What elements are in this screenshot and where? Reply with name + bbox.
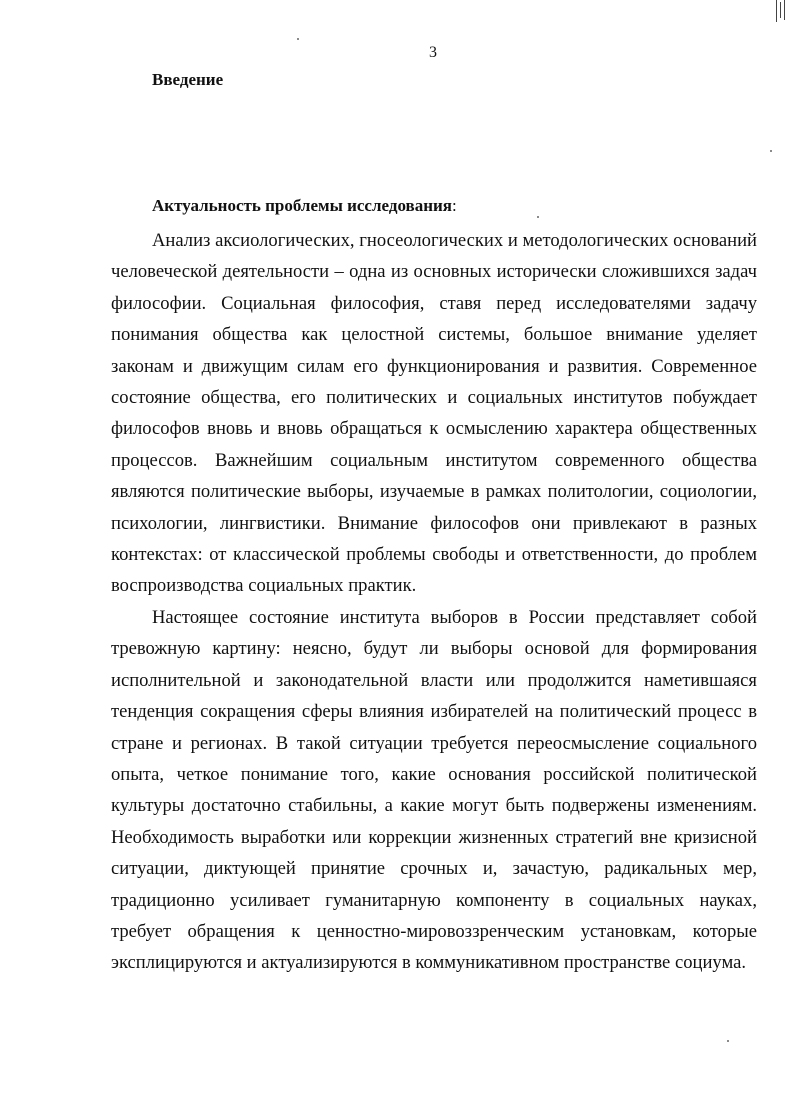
scan-speck [727, 1040, 729, 1042]
page-title: Введение [152, 70, 224, 89]
body-text [111, 225, 757, 979]
section-heading-colon: : [451, 196, 457, 215]
paragraph: Анализ аксиологических, гносеологических и методологических оснований человеческой деятельности – одна из основных исторически сложившихся задач философии. Социальная философия, ставя перед исследователями задачу понимания общества как целостной системы, большое внимание уделяет законам и движущим силам его функционирования и развития. Современное состояние общества, его политических и социальных институтов побуждает философов вновь и вновь обращаться к осмыслению характера общественных процессов. Важнейшим социальным институтом современного общества являются политические выборы, изучаемые в рамках политологии, социологии, психологии, лингвистики. Внимание философов они привлекают в разных контекстах: от классической проблемы свободы и ответственности, до проблем воспроизводства социальных практик. [111, 230, 757, 597]
scan-mark [776, 0, 777, 22]
scan-speck [537, 216, 539, 218]
page-number: 3 [429, 44, 437, 61]
scan-mark [780, 2, 781, 18]
scan-mark [784, 0, 785, 20]
section-heading-text: Актуальность проблемы исследования [152, 196, 452, 215]
paragraph: Настоящее состояние института выборов в России представляет собой тревожную картину: неясно, будут ли выборы основой для формирования исполнительной и законодательной власти или продолжится наметившаяся тенденция сокращения сферы влияния избирателей на политический процесс в стране и регионах. В такой ситуации требуется переосмысление социального опыта, четкое понимание того, какие основания российской политической культуры достаточно стабильны, а какие могут быть подвержены изменениям. Необходимость выработки или коррекции жизненных стратегий вне кризисной ситуации, диктующей принятие срочных и, зачастую, радикальных мер, традиционно усиливает гуманитарную компоненту в социальных науках, требует обращения к ценностно-мировоззренческим установкам, которые эксплицируются и актуализируются в коммуникативном пространстве социума. [111, 606, 757, 974]
section-heading [152, 196, 457, 216]
scan-speck [770, 150, 772, 152]
scan-speck [297, 38, 299, 40]
